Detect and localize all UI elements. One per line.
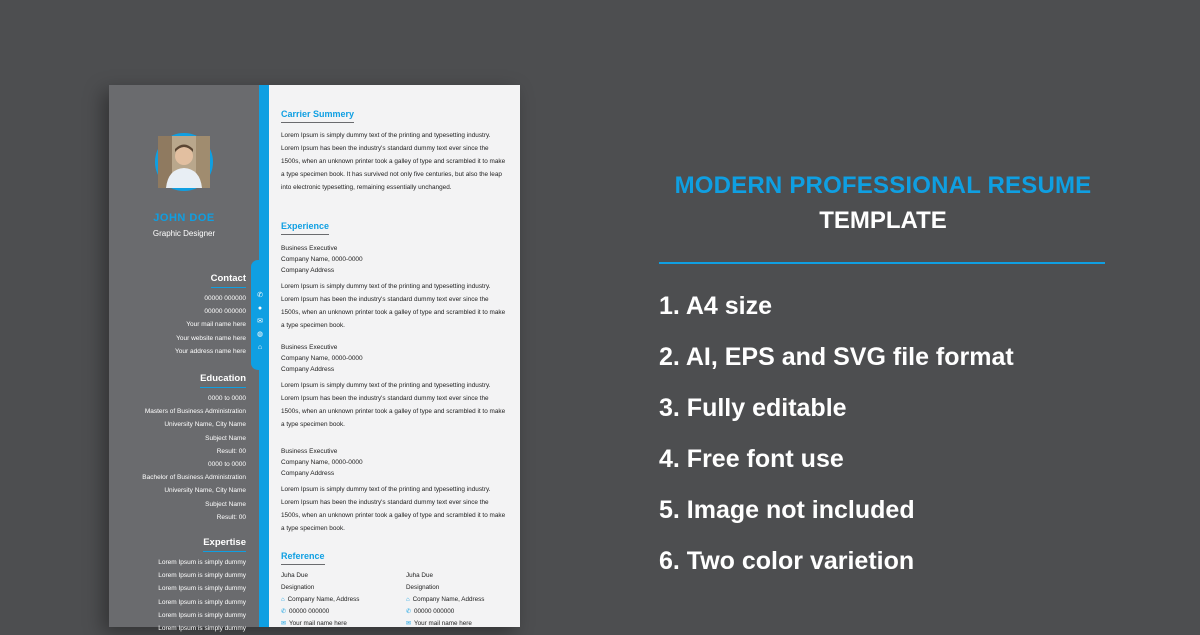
contact-line: Your mail name here [186,321,246,329]
job-position: Business Executive [281,245,338,252]
education-line: Result: 00 [216,513,246,521]
mail-icon: ✉ [257,318,263,325]
education-section [142,368,246,524]
education-line: University Name, City Name [164,487,246,495]
contact-icons [254,292,266,352]
experience-heading: Experience [281,221,329,235]
whatsapp-icon: ● [257,305,263,312]
feature-item: 4. Free font use [659,445,844,473]
feature-item: 5. Image not included [659,496,915,524]
resume-role: Graphic Designer [152,229,216,238]
reference-address: Company Name, Address [287,596,360,603]
job-entry [281,243,363,276]
resume-preview [109,85,520,633]
job-entry [281,446,363,479]
reference-card [406,570,484,630]
education-line: Masters of Business Administration [144,408,246,416]
reference-heading: Reference [281,551,325,565]
job-company: Company Name, 0000-0000 [281,355,363,362]
job-description: Lorem Ipsum is simply dummy text of the printing and typesetting industry. Lorem Ipsum has been the industry's standard dummy text ever since the 1500s, when an unknown printer took a galley of type and scrambled it to make a type specimen book. [281,486,506,532]
contact-line: Your website name here [176,334,246,342]
reference-mail: Your mail name here [289,620,347,627]
contact-line: 00000 000000 [204,295,246,302]
reference-card [281,570,359,630]
education-line: Subject Name [205,434,246,442]
summary-text: Lorem Ipsum is simply dummy text of the printing and typesetting industry. Lorem Ipsum has been the industry's standard dummy text ever since the 1500s, when an unknown printer took a galley of type and scrambled it to make a type specimen book. It has survived not only five centuries, but also the leap into electronic typesetting, remaining essentially unchanged. [281,132,506,191]
expertise-line: Lorem Ipsum is simply dummy [158,559,246,566]
education-line: Subject Name [205,500,246,508]
education-line: University Name, City Name [164,421,246,429]
contact-line: Your address name here [175,347,246,355]
reference-designation: Designation [406,584,440,591]
expertise-line: Lorem Ipsum is simply dummy [158,585,246,593]
contact-section [175,268,246,358]
phone-icon: ✆ [406,609,412,615]
home-icon: ⌂ [406,597,410,603]
job-address: Company Address [281,267,335,274]
phone-icon: ✆ [257,292,263,299]
feature-item: 2. AI, EPS and SVG file format [659,343,1014,371]
feature-item: 3. Fully editable [659,394,847,422]
job-address: Company Address [281,470,335,477]
resume-name: JOHN DOE [153,212,215,224]
mail-icon: ✉ [281,621,287,627]
phone-icon: ✆ [281,609,287,615]
reference-phone: 00000 000000 [289,608,330,615]
job-position: Business Executive [281,344,338,351]
reference-designation: Designation [281,584,315,591]
education-line: Result: 00 [216,447,246,455]
expertise-section [158,532,246,635]
home-icon: ⌂ [281,597,285,603]
headline: MODERN PROFESSIONAL RESUME [674,172,1092,199]
expertise-heading: Expertise [203,537,246,552]
contact-heading: Contact [211,273,246,288]
mail-icon: ✉ [406,621,412,627]
job-company: Company Name, 0000-0000 [281,256,363,263]
job-company: Company Name, 0000-0000 [281,459,363,466]
reference-name: Juha Due [406,572,433,579]
divider [659,262,1105,264]
education-line: 0000 to 0000 [208,395,246,402]
subheadline: TEMPLATE [819,207,947,234]
job-position: Business Executive [281,448,338,455]
feature-item: 1. A4 size [659,292,773,320]
reference-phone: 00000 000000 [414,608,455,615]
contact-line: 00000 000000 [204,308,246,316]
expertise-line: Lorem Ipsum is simply dummy [158,572,246,580]
expertise-line: Lorem Ipsum is simply dummy [158,625,246,633]
person-photo-icon [158,136,210,188]
reference-address: Company Name, Address [412,596,485,603]
feature-item: 6. Two color varietion [659,547,915,575]
job-address: Company Address [281,366,335,373]
education-heading: Education [200,373,246,388]
education-line: Bachelor of Business Administration [142,474,246,482]
avatar [155,133,213,191]
job-description: Lorem Ipsum is simply dummy text of the printing and typesetting industry. Lorem Ipsum has been the industry's standard dummy text ever since the 1500s, when an unknown printer took a galley of type and scrambled it to make a type specimen book. [281,382,506,428]
expertise-line: Lorem Ipsum is simply dummy [158,611,246,619]
expertise-line: Lorem Ipsum is simply dummy [158,598,246,606]
globe-icon: ◍ [256,331,264,338]
reference-mail: Your mail name here [414,620,472,627]
reference-name: Juha Due [281,572,308,579]
job-description: Lorem Ipsum is simply dummy text of the printing and typesetting industry. Lorem Ipsum has been the industry's standard dummy text ever since the 1500s, when an unknown printer took a galley of type and scrambled it to make a type specimen book. [281,283,506,329]
home-icon: ⌂ [257,344,263,351]
education-line: 0000 to 0000 [208,461,246,469]
job-entry [281,342,363,375]
summary-heading: Carrier Summery [281,109,354,123]
